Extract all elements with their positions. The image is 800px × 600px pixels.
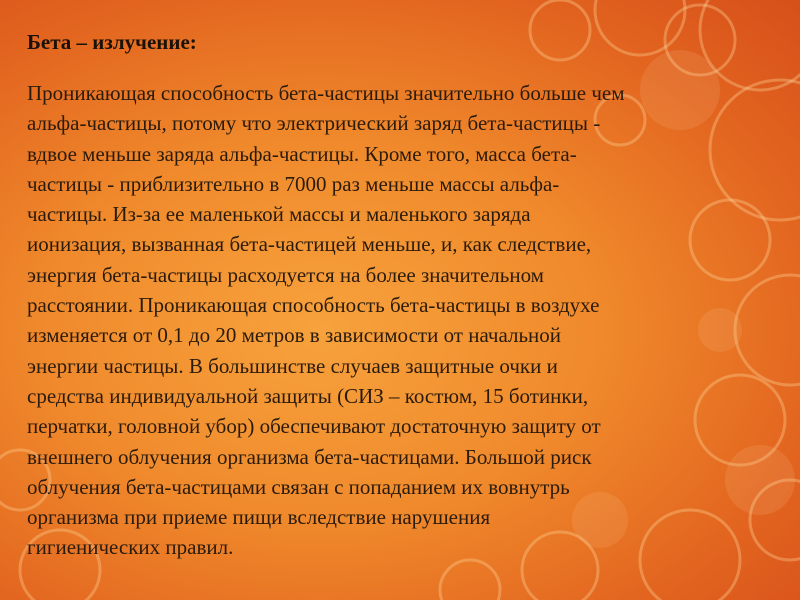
- body-line: энергии частицы. В большинстве случаев защитные очки и: [27, 353, 558, 378]
- body-line: внешнего облучения организма бета-частицами. Большой риск: [27, 444, 592, 469]
- body-line: частицы - приблизительно в 7000 раз меньше массы альфа-: [27, 171, 560, 196]
- body-line: облучения бета-частицами связан с попаданием их вовнутрь: [27, 474, 570, 499]
- body-line: частицы. Из-за ее маленькой массы и маленького заряда: [27, 202, 531, 227]
- body-line: гигиенических правил.: [27, 535, 234, 560]
- body-line: энергия бета-частицы расходуется на более значительном: [27, 262, 544, 287]
- body-line: изменяется от 0,1 до 20 метров в зависимости от начальной: [27, 323, 562, 348]
- body-line: расстоянии. Проникающая способность бета-частицы в воздухе: [27, 293, 600, 318]
- body-line: альфа-частицы, потому что электрический заряд бета-частицы -: [27, 111, 601, 136]
- body-line: организма при приеме пищи вследствие нарушения: [27, 505, 491, 530]
- body-line: вдвое меньше заряда альфа-частицы. Кроме того, масса бета-: [27, 141, 577, 166]
- slide-body-text: [27, 78, 777, 563]
- body-line: Проникающая способность бета-частицы значительно больше чем: [27, 81, 625, 105]
- body-line: средства индивидуальной защиты (СИЗ – костюм, 15 ботинки,: [27, 383, 589, 408]
- body-line: ионизация, вызванная бета-частицей меньше, и, как следствие,: [27, 232, 592, 257]
- body-line: перчатки, головной убор) обеспечивают достаточную защиту от: [27, 414, 601, 439]
- slide-title: Бета – излучение:: [27, 30, 197, 54]
